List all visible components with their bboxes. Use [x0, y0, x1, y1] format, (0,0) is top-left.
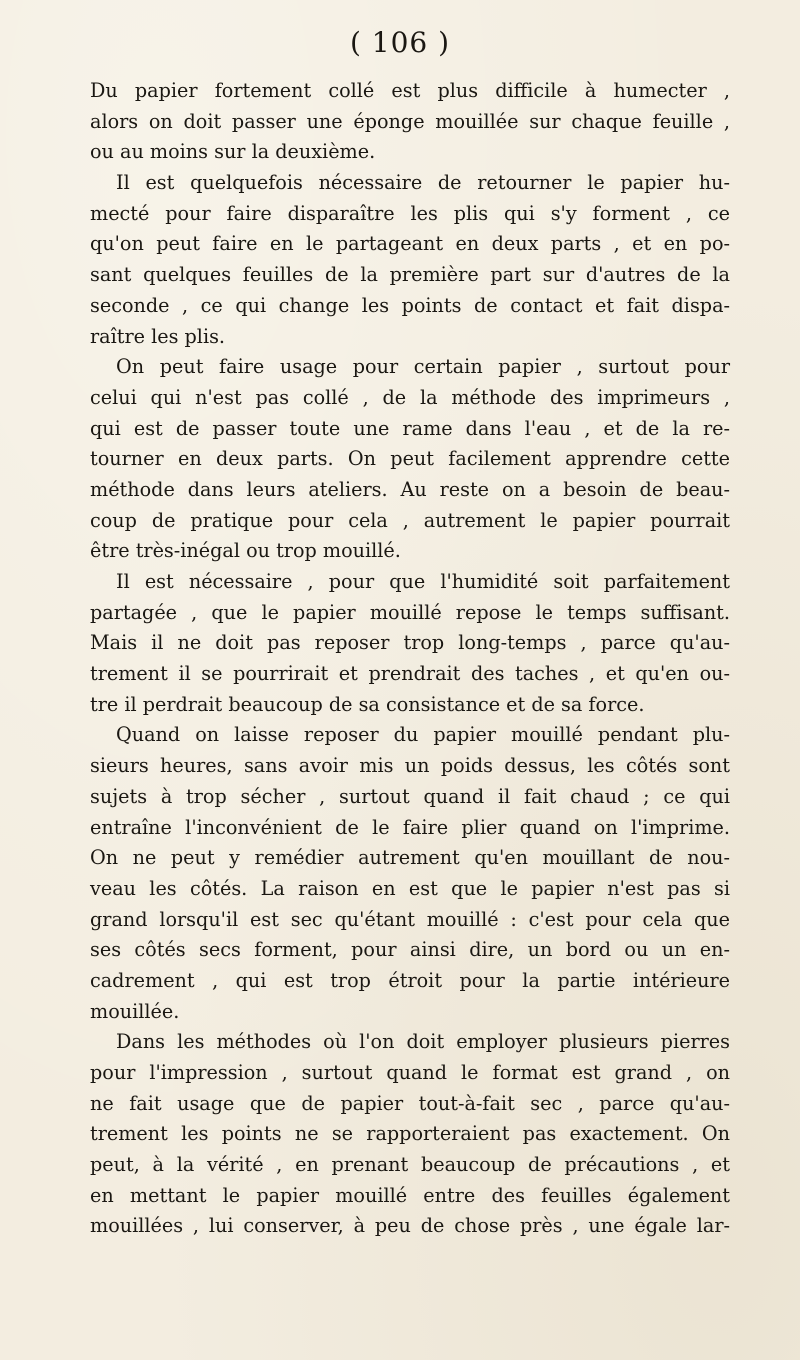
text-line: qui est de passer toute une rame dans l'eau , et de la re-	[90, 416, 730, 440]
page-number: ( 106 )	[349, 26, 451, 59]
paragraph	[90, 352, 730, 567]
text-line: pour l'impression , surtout quand le format est grand , on	[90, 1061, 730, 1084]
text-line: ne fait usage que de papier tout-à-fait sec , parce qu'au-	[90, 1091, 730, 1115]
text-line: On ne peut y remédier autrement qu'en mouillant de nou-	[90, 846, 730, 870]
text-line: Dans les méthodes où l'on doit employer plusieurs pierres	[116, 1030, 730, 1054]
text-line: sieurs heures, sans avoir mis un poids dessus, les côtés sont	[90, 754, 730, 778]
text-line: ou au moins sur la deuxième.	[90, 140, 376, 164]
text-line: être très-inégal ou trop mouillé.	[90, 539, 401, 563]
text-line: tre il perdrait beaucoup de sa consistance et de sa force.	[90, 692, 645, 716]
text-line: Il est quelquefois nécessaire de retourner le papier hu-	[116, 171, 730, 195]
text-line: partagée , que le papier mouillé repose le temps suffisant.	[90, 600, 730, 624]
text-line: Du papier fortement collé est plus difficile à humecter ,	[90, 79, 730, 102]
text-line: tourner en deux parts. On peut facilement apprendre cette	[90, 447, 730, 471]
paragraph	[90, 720, 730, 1027]
text-line: trement il se pourrirait et prendrait des taches , et qu'en ou-	[90, 662, 730, 686]
text-line: cadrement , qui est trop étroit pour la partie intérieure	[90, 968, 730, 992]
paragraph	[90, 567, 730, 720]
text-line: raître les plis.	[90, 324, 226, 348]
text-line: mouillées , lui conserver, à peu de chose près , une égale lar-	[90, 1214, 730, 1238]
body-text	[90, 76, 730, 1242]
paragraph	[90, 1027, 730, 1242]
text-line: On peut faire usage pour certain papier , surtout pour	[116, 355, 730, 379]
text-line: coup de pratique pour cela , autrement le papier pourrait	[90, 508, 730, 532]
text-line: ses côtés secs forment, pour ainsi dire, un bord ou un en-	[90, 938, 730, 962]
paragraph	[90, 76, 730, 168]
text-line: en mettant le papier mouillé entre des feuilles également	[90, 1183, 730, 1207]
text-line: alors on doit passer une éponge mouillée sur chaque feuille ,	[90, 109, 730, 133]
text-line: mecté pour faire disparaître les plis qui s'y forment , ce	[90, 201, 730, 225]
text-line: Mais il ne doit pas reposer trop long-temps , parce qu'au-	[90, 631, 730, 655]
text-line: Il est nécessaire , pour que l'humidité soit parfaitement	[116, 570, 730, 593]
text-line: celui qui n'est pas collé , de la méthode des imprimeurs ,	[90, 385, 730, 409]
text-line: seconde , ce qui change les points de contact et fait dispa-	[90, 293, 730, 317]
text-line: méthode dans leurs ateliers. Au reste on a besoin de beau-	[90, 477, 730, 501]
text-line: sujets à trop sécher , surtout quand il fait chaud ; ce qui	[90, 784, 730, 808]
text-line: veau les côtés. La raison en est que le papier n'est pas si	[90, 876, 730, 900]
text-line: peut, à la vérité , en prenant beaucoup de précautions , et	[90, 1153, 730, 1177]
paragraph	[90, 168, 730, 352]
text-line: grand lorsqu'il est sec qu'étant mouillé : c'est pour cela que	[90, 907, 730, 931]
text-line: entraîne l'inconvénient de le faire plier quand on l'imprime.	[90, 815, 730, 839]
text-line: Quand on laisse reposer du papier mouillé pendant plu-	[116, 723, 730, 747]
text-line: sant quelques feuilles de la première part sur d'autres de la	[90, 263, 730, 287]
text-line: mouillée.	[90, 999, 180, 1023]
text-line: qu'on peut faire en le partageant en deux parts , et en po-	[90, 232, 730, 256]
text-line: trement les points ne se rapporteraient pas exactement. On	[90, 1122, 730, 1146]
